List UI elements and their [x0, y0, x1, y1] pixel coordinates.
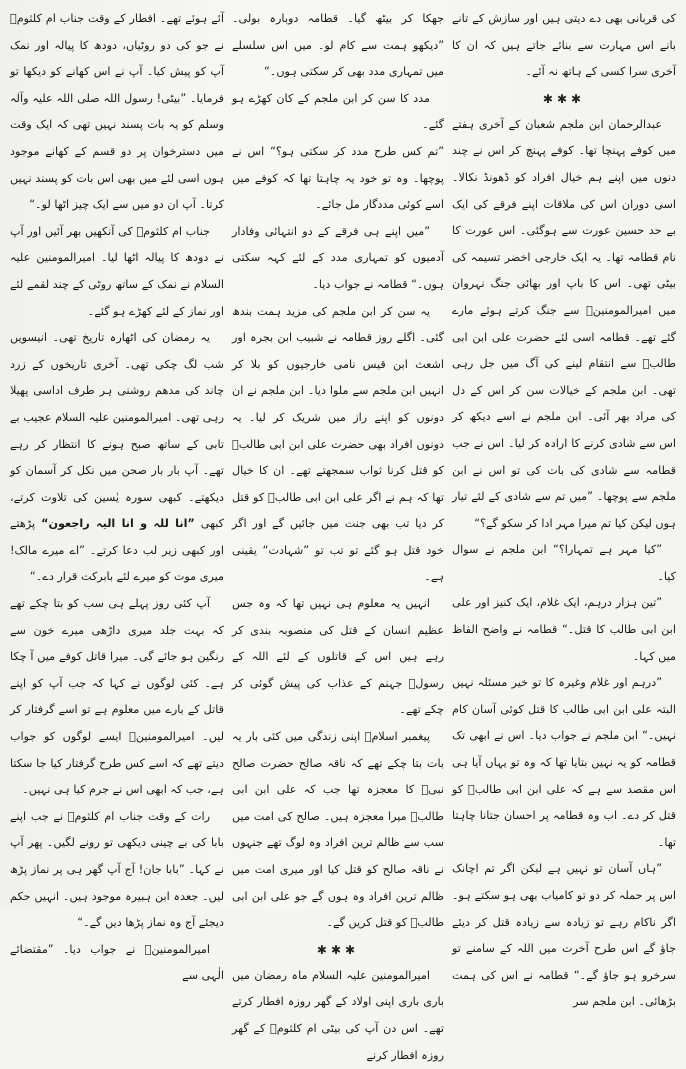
paragraph: امیرالمومنین علیہ السلام ماہ رمضان میں باری باری اپنی اولاد کے گھر روزہ افطار کرتے تھے۔ اس دن آپ کی بیٹی ام کلثومؑ کے گھر روزہ افطار کرنے [232, 968, 444, 1062]
text-column-right [452, 6, 676, 1009]
paragraph: عبدالرحمان ابن ملجم شعبان کے آخری ہفتے میں کوفے پہنچا تھا۔ کوفے پہنچ کر اس نے چند دنوں میں اپنے ہم خیال افراد کو ڈھونڈ نکالا۔ اسی دوران اس کی ملاقات اپنے فرقے کی ایک بے حد حسین عورت سے ہوگئی۔ اس عورت کا نام قطامہ تھا۔ یہ ایک خارجی اخضر تسیمہ کی بیٹی تھی۔ اس کا باپ اور بھائی جنگ نہروان میں امیرالمومنینؑ سے جنگ کرتے ہوئے مارے گئے تھے۔ قطامہ اسی لئے حضرت علی ابن ابی طالبؑ سے انتقام لینے کی آگ میں جل رہی تھی۔ ابن ملجم کے خیالات سن کر اس کے دل کی مراد بھر آئی۔ ابن ملجم نے اسے دیکھ کر اس سے شادی کرنے کا ارادہ کر لیا۔ اس نے جب قطامہ سے شادی کی بات کی تو اس نے ابن ملجم سے پوچھا۔ ”میں تم سے شادی کے لئے تیار ہوں لیکن کیا تم میرا مہر ادا کر سکو گے؟“ [452, 117, 676, 530]
paragraph-lead: یہ رمضان کی اٹھارہ تاریخ تھی۔ انیسویں شب لگ چکی تھی۔ آخری تاریخوں کے زرد چاند کی مدھم روشنی ہر طرف اداسی پھیلا رہی تھی۔ امیرالمومنین علیہ السلام عجیب بے تابی کے ساتھ صبح ہونے کا انتظار کر رہے تھے۔ آپ بار بار صحن میں نکل کر آسمان کو دیکھتے۔ کبھی سورہ یٰسین کی تلاوت کرتے، کبھی [10, 331, 224, 531]
paragraph: آئے ہوئے تھے۔ افطار کے وقت جناب ام کلثومؑ نے جو کی دو روٹیاں، دودھ کا پیالہ اور نمک آپ کو پیش کیا۔ آپ نے اس کھانے کو دیکھا تو فرمایا۔ ”بیٹی! رسول اللہ صلی اللہ علیہ وآلہ وسلم کو یہ بات پسند نہیں تھی کہ ایک وقت میں دسترخوان پر دو قسم کے کھانے موجود ہوں اسی لئے میں بھی اس بات کو پسند نہیں کرتا۔ آپ ان دو میں سے ایک چیز اٹھا لو۔“ [10, 12, 224, 212]
text-column-middle [232, 6, 444, 1062]
paragraph: آپ کئی روز پہلے ہی سب کو بتا چکے تھے کہ بہت جلد میری داڑھی میرے خون سے رنگین ہو جائے گی۔ میرا قاتل کوفے میں آ چکا ہے۔ کئی لوگوں نے کہا کہ جب آپ کو اپنے قاتل کے بارے میں معلوم ہے تو اسے گرفتار کر لیں۔ امیرالمومنینؑ ایسے لوگوں کو جواب دیتے تھے کہ اسے کس طرح گرفتار کیا جا سکتا ہے، جب کہ ابھی اس نے جرم کیا ہی نہیں۔ [10, 597, 224, 797]
quranic-phrase-bold: ”انا للہ و انا الیہ راجعون“ [41, 517, 195, 531]
paragraph: جناب ام کلثومؑ کی آنکھیں بھر آئیں اور آپ نے دودھ کا پیالہ اٹھا لیا۔ امیرالمومنین علیہ السلام نے نمک کے ساتھ روٹی کے چند لقمے لئے اور نماز کے لئے کھڑے ہو گئے۔ [10, 224, 224, 318]
paragraph: انہیں یہ معلوم ہی نہیں تھا کہ وہ جس عظیم انسان کے قتل کی منصوبہ بندی کر رہے ہیں اس کے قاتلوں کے لئے اللہ کے رسولؐ جہنم کے عذاب کی پیش گوئی کر چکے تھے۔ [232, 597, 444, 717]
paragraph: امیرالمومنینؑ نے جواب دیا۔ ”مقتضائے الٰہی سے [10, 942, 224, 983]
paragraph: ”تین ہزار درہم، ایک غلام، ایک کنیز اور علی ابن ابی طالب کا قتل۔“ قطامہ نے واضح الفاظ میں کہا۔ [452, 596, 676, 663]
paragraph: مدد کا سن کر ابن ملجم کے کان کھڑے ہو گئے۔ [232, 91, 444, 132]
paragraph: یہ سن کر ابن ملجم کی مزید ہمت بندھ گئی۔ اگلے روز قطامہ نے شبیب ابن بجرہ اور اشعث ابن قیس نامی خارجیوں کو بلا کر انہیں ابن ملجم سے ملوا دیا۔ ابن ملجم نے ان دونوں کو اپنے راز میں شریک کر لیا۔ یہ دونوں افراد بھی حضرت علی ابن ابی طالبؑ کو قتل کرنا ثواب سمجھتے تھے۔ ان کا خیال تھا کہ ہم نے اگر علی ابن ابی طالبؑ کو قتل کر دیا تب بھی جنت میں جائیں گے اور اگر خود قتل ہو گئے تو تب تو ”شہادت“ یقینی ہے۔ [232, 304, 444, 584]
section-separator-stars: ✱✱✱ [542, 91, 586, 106]
paragraph-with-quote [10, 325, 224, 591]
paragraph: رات کے وقت جناب ام کلثومؑ نے جب اپنے بابا کی بے چینی دیکھی تو رونے لگیں۔ پھر آپ نے کہا۔ ”بابا جان! آج آپ گھر ہی پر نماز پڑھ لیں۔ جعدہ ابن ہبیرہ موجود ہیں۔ انہیں حکم دیجئے آج وہ نماز پڑھا دیں گے۔“ [10, 809, 224, 930]
paragraph-tail: پڑھتے اور کبھی زیر لب دعا کرتے۔ ”اے میرے مالک! میری موت کو میرے لئے بابرکت قرار دے۔“ [10, 517, 224, 584]
paragraph: کی قربانی بھی دے دیتی ہیں اور سازش کے تانے بانے اس مہارت سے بنائے جاتے ہیں کہ ان کا آخری سرا کسی کے ہاتھ نہ آئے۔ [452, 12, 676, 79]
paragraph: ”کیا مہر ہے تمہارا؟“ ابن ملجم نے سوال کیا۔ [452, 543, 676, 583]
paragraph: پیغمبر اسلامؐ اپنی زندگی میں کئی بار یہ بات بتا چکے تھے کہ ناقہ صالح حضرت صالح نبیؑ کا معجزہ تھا جب کہ علی ابن ابی طالبؑ میرا معجزہ ہیں۔ صالح کی امت میں سب سے ظالم ترین افراد وہ لوگ تھے جنہوں نے ناقہ صالح کو قتل کیا اور میری امت میں ظالم ترین افراد وہ ہوں گے جو علی ابن ابی طالبؑ کو قتل کریں گے۔ [232, 730, 444, 930]
paragraph: ”تم کس طرح مدد کر سکتی ہو؟“ اس نے پوچھا۔ وہ تو خود یہ چاہتا تھا کہ کوفے میں اسے کوئی مددگار مل جائے۔ [232, 144, 444, 212]
paragraph: جھکا کر بیٹھ گیا۔ قطامہ دوبارہ بولی۔ ”دیکھو ہمت سے کام لو۔ میں اس سلسلے میں تمہاری مدد بھی کر سکتی ہوں۔“ [232, 12, 444, 79]
paragraph: ”ہاں آسان تو نہیں ہے لیکن اگر تم اچانک اس پر حملہ کر دو تو کامیاب بھی ہو سکتے ہو۔ اگر ناکام رہے تو زیادہ سے زیادہ قتل کر دیئے جاؤ گے اس طرح آخرت میں اللہ کے سامنے تو سرخرو ہو جاؤ گے۔“ قطامہ نے اس کی ہمت بڑھائی۔ ابن ملجم سر [452, 862, 676, 1009]
section-separator-stars: ✱✱✱ [316, 942, 360, 957]
text-column-left [10, 6, 224, 983]
paragraph: ”درہم اور غلام وغیرہ کا تو خیر مسئلہ نہیں البتہ علی ابن ابی طالب کا قتل کوئی آسان کام نہیں۔“ ابن ملجم نے جواب دیا۔ اس نے ابھی تک قطامہ کو یہ نہیں بتایا تھا کہ وہ تو یہاں آیا ہی اس مقصد سے ہے کہ علی ابن ابی طالبؑ کو قتل کر دے۔ اب وہ قطامہ پر احسان جتانا چاہتا تھا۔ [452, 676, 676, 849]
paragraph: ”میں اپنے ہی فرقے کے دو انتہائی وفادار آدمیوں کو تمہاری مدد کے لئے کہہ سکتی ہوں۔“ قطامہ نے جواب دیا۔ [232, 224, 444, 291]
